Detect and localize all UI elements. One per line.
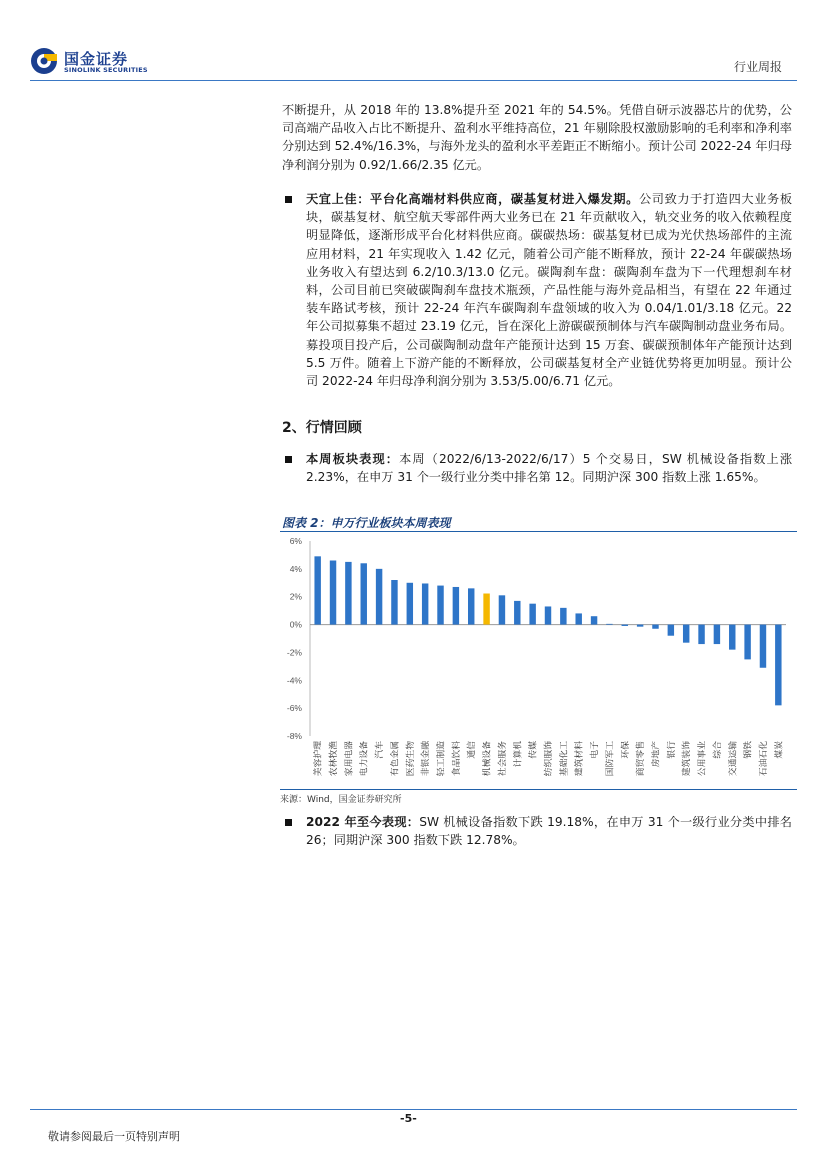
paragraph-ytd bbox=[306, 813, 792, 849]
y-tick-label: 4% bbox=[289, 563, 302, 574]
figure-source: 来源：Wind，国金证券研究所 bbox=[280, 795, 402, 805]
x-tick-label: 机械设备 bbox=[482, 741, 493, 777]
x-tick-label: 通信 bbox=[467, 741, 478, 759]
x-tick-label: 环保 bbox=[620, 741, 631, 759]
section-title: 2、行情回顾 bbox=[282, 420, 362, 436]
y-tick-label: -4% bbox=[286, 675, 302, 686]
y-tick-label: -6% bbox=[286, 703, 302, 714]
figure-top-rule bbox=[280, 531, 797, 532]
paragraph-weekly-lead: 本周板块表现： bbox=[306, 452, 400, 466]
x-tick-label: 国防军工 bbox=[605, 741, 616, 777]
x-tick-label: 计算机 bbox=[513, 741, 524, 768]
bar-7 bbox=[407, 583, 413, 625]
bar-11 bbox=[468, 588, 474, 624]
brand-logo bbox=[30, 47, 160, 77]
x-tick-label: 石油石化 bbox=[758, 741, 769, 777]
bullet-marker bbox=[285, 196, 292, 203]
bar-14 bbox=[514, 601, 520, 625]
bar-17 bbox=[560, 608, 566, 625]
x-tick-label: 商贸零售 bbox=[636, 741, 647, 777]
x-tick-label: 医药生物 bbox=[405, 741, 416, 777]
x-tick-label: 综合 bbox=[712, 741, 723, 759]
x-tick-label: 房地产 bbox=[651, 741, 662, 768]
bar-21 bbox=[622, 625, 628, 626]
bar-2 bbox=[330, 561, 336, 625]
x-tick-label: 美容护理 bbox=[313, 741, 324, 777]
paragraph-continued: 不断提升，从 2018 年的 13.8%提升至 2021 年的 54.5%。凭借自研示波器芯片的优势，公司高端产品收入占比不断提升、盈利水平维持高位，21 年剔除股权激励影响的毛利率和净利率分别达到 52.4%/16.3%，与海外龙头的盈利水平差距正不断缩小。预计公司 2022-24 年归母净利润分别为 0.92/1.66/2.35 亿元。 bbox=[282, 103, 792, 172]
x-tick-label: 轻工制造 bbox=[436, 741, 447, 777]
paragraph-tianyi bbox=[306, 190, 792, 390]
industry-bar-chart bbox=[280, 534, 800, 786]
report-type: 行业周报 bbox=[733, 60, 782, 74]
page-number: -5- bbox=[400, 1112, 417, 1125]
figure-title: 图表 2：申万行业板块本周表现 bbox=[282, 516, 451, 530]
bar-3 bbox=[345, 562, 351, 625]
bar-12 bbox=[483, 594, 489, 625]
bar-19 bbox=[591, 616, 597, 624]
paragraph-weekly-body: 本周（2022/6/13-2022/6/17）5 个交易日，SW 机械设备指数上涨 2.23%，在申万 31 个一级行业分类中排名第 12。同期沪深 300 指数上涨 1.65%。 bbox=[306, 452, 793, 485]
x-tick-label: 电力设备 bbox=[359, 741, 370, 777]
bar-16 bbox=[545, 606, 551, 624]
x-tick-label: 非银金融 bbox=[421, 741, 432, 777]
bar-22 bbox=[637, 625, 643, 627]
bar-8 bbox=[422, 583, 428, 624]
paragraph-weekly bbox=[306, 450, 792, 486]
x-tick-label: 钢铁 bbox=[743, 741, 754, 759]
x-tick-label: 纺织服饰 bbox=[544, 741, 554, 777]
x-tick-label: 食品饮料 bbox=[451, 741, 462, 777]
bar-25 bbox=[683, 625, 689, 643]
bar-30 bbox=[760, 625, 766, 668]
x-tick-label: 电子 bbox=[590, 741, 601, 759]
y-tick-label: 0% bbox=[289, 619, 302, 630]
bar-29 bbox=[744, 625, 750, 660]
x-tick-label: 社会服务 bbox=[497, 741, 508, 777]
figure-bottom-rule bbox=[280, 789, 797, 790]
x-tick-label: 家用电器 bbox=[344, 741, 355, 777]
x-tick-label: 基础化工 bbox=[559, 741, 570, 777]
paragraph-ytd-lead: 2022 年至今表现： bbox=[306, 815, 420, 829]
bullet-marker bbox=[285, 819, 292, 826]
bar-9 bbox=[437, 586, 443, 625]
header-divider bbox=[30, 80, 797, 81]
sinolink-logo-icon bbox=[30, 47, 58, 75]
brand-name-en: SINOLINK SECURITIES bbox=[64, 66, 148, 74]
bar-31 bbox=[775, 625, 781, 706]
y-tick-label: -2% bbox=[286, 647, 302, 658]
bar-24 bbox=[668, 625, 674, 636]
x-tick-label: 农林牧渔 bbox=[329, 741, 340, 777]
x-tick-label: 建筑材料 bbox=[574, 741, 585, 777]
brand-name-cn: 国金证券 bbox=[64, 50, 129, 68]
paragraph-tianyi-lead: 天宜上佳：平台化高端材料供应商，碳基复材进入爆发期。 bbox=[306, 192, 639, 206]
bar-18 bbox=[575, 613, 581, 624]
y-tick-label: 2% bbox=[289, 591, 302, 602]
x-tick-label: 银行 bbox=[666, 741, 677, 759]
bar-28 bbox=[729, 625, 735, 650]
x-tick-label: 传媒 bbox=[528, 741, 539, 759]
x-tick-label: 有色金属 bbox=[390, 741, 401, 777]
bar-15 bbox=[529, 604, 535, 625]
bar-5 bbox=[376, 569, 382, 625]
bullet-marker bbox=[285, 456, 292, 463]
bar-20 bbox=[606, 624, 612, 625]
bar-10 bbox=[453, 587, 459, 625]
y-tick-label: -8% bbox=[286, 731, 302, 741]
footer-disclaimer: 敬请参阅最后一页特别声明 bbox=[48, 1130, 180, 1143]
bar-26 bbox=[698, 625, 704, 645]
x-tick-label: 汽车 bbox=[375, 741, 386, 759]
x-tick-label: 公用事业 bbox=[697, 741, 708, 777]
bar-27 bbox=[714, 625, 720, 645]
footer-divider bbox=[30, 1109, 797, 1110]
bar-6 bbox=[391, 580, 397, 625]
x-tick-label: 煤炭 bbox=[774, 741, 785, 759]
bar-1 bbox=[314, 556, 320, 624]
bar-13 bbox=[499, 595, 505, 624]
x-tick-label: 交通运输 bbox=[728, 741, 739, 777]
paragraph-ytd-body: SW 机械设备指数下跌 19.18%，在申万 31 个一级行业分类中排名 26；同期沪深 300 指数下跌 12.78%。 bbox=[306, 815, 792, 848]
paragraph-tianyi-body: 公司致力于打造四大业务板块，碳基复材、航空航天零部件两大业务已在 21 年贡献收入，轨交业务的收入依赖程度明显降低，逐渐形成平台化材料供应商。碳碳热场：碳基复材已成为光伏热场部件的主流应用材料，21 年实现收入 1.42 亿元，随着公司产能不断释放，预计 22-24 年碳碳热场业务收入有望达到 6.2/10.3/13.0 亿元。碳陶刹车盘：碳陶刹车盘为下一代理想刹车材料，公司目前已突破碳陶刹车盘技术瓶颈，产品性能与海外竞品相当，有望在 22 年通过装车路试考核，预计 22-24 年汽车碳陶刹车盘领域的收入为 0.04/1.01/3.18 亿元。22 年公司拟募集不超过 23.19 亿元，旨在深化上游碳碳预制体与汽车碳陶制动盘业务布局。募投项目投产后，公司碳陶制动盘年产能预计达到 15 万套、碳碳预制体年产能预计达到 5.5 万件。随着上下游产能的不断释放，公司碳基复材全产业链优势将更加明显。预计公司 2022-24 年归母净利润分别为 3.53/5.00/6.71 亿元。 bbox=[306, 192, 793, 389]
x-tick-label: 建筑装饰 bbox=[682, 741, 693, 777]
bar-23 bbox=[652, 625, 658, 629]
bar-4 bbox=[361, 563, 367, 624]
y-tick-label: 6% bbox=[289, 536, 302, 546]
